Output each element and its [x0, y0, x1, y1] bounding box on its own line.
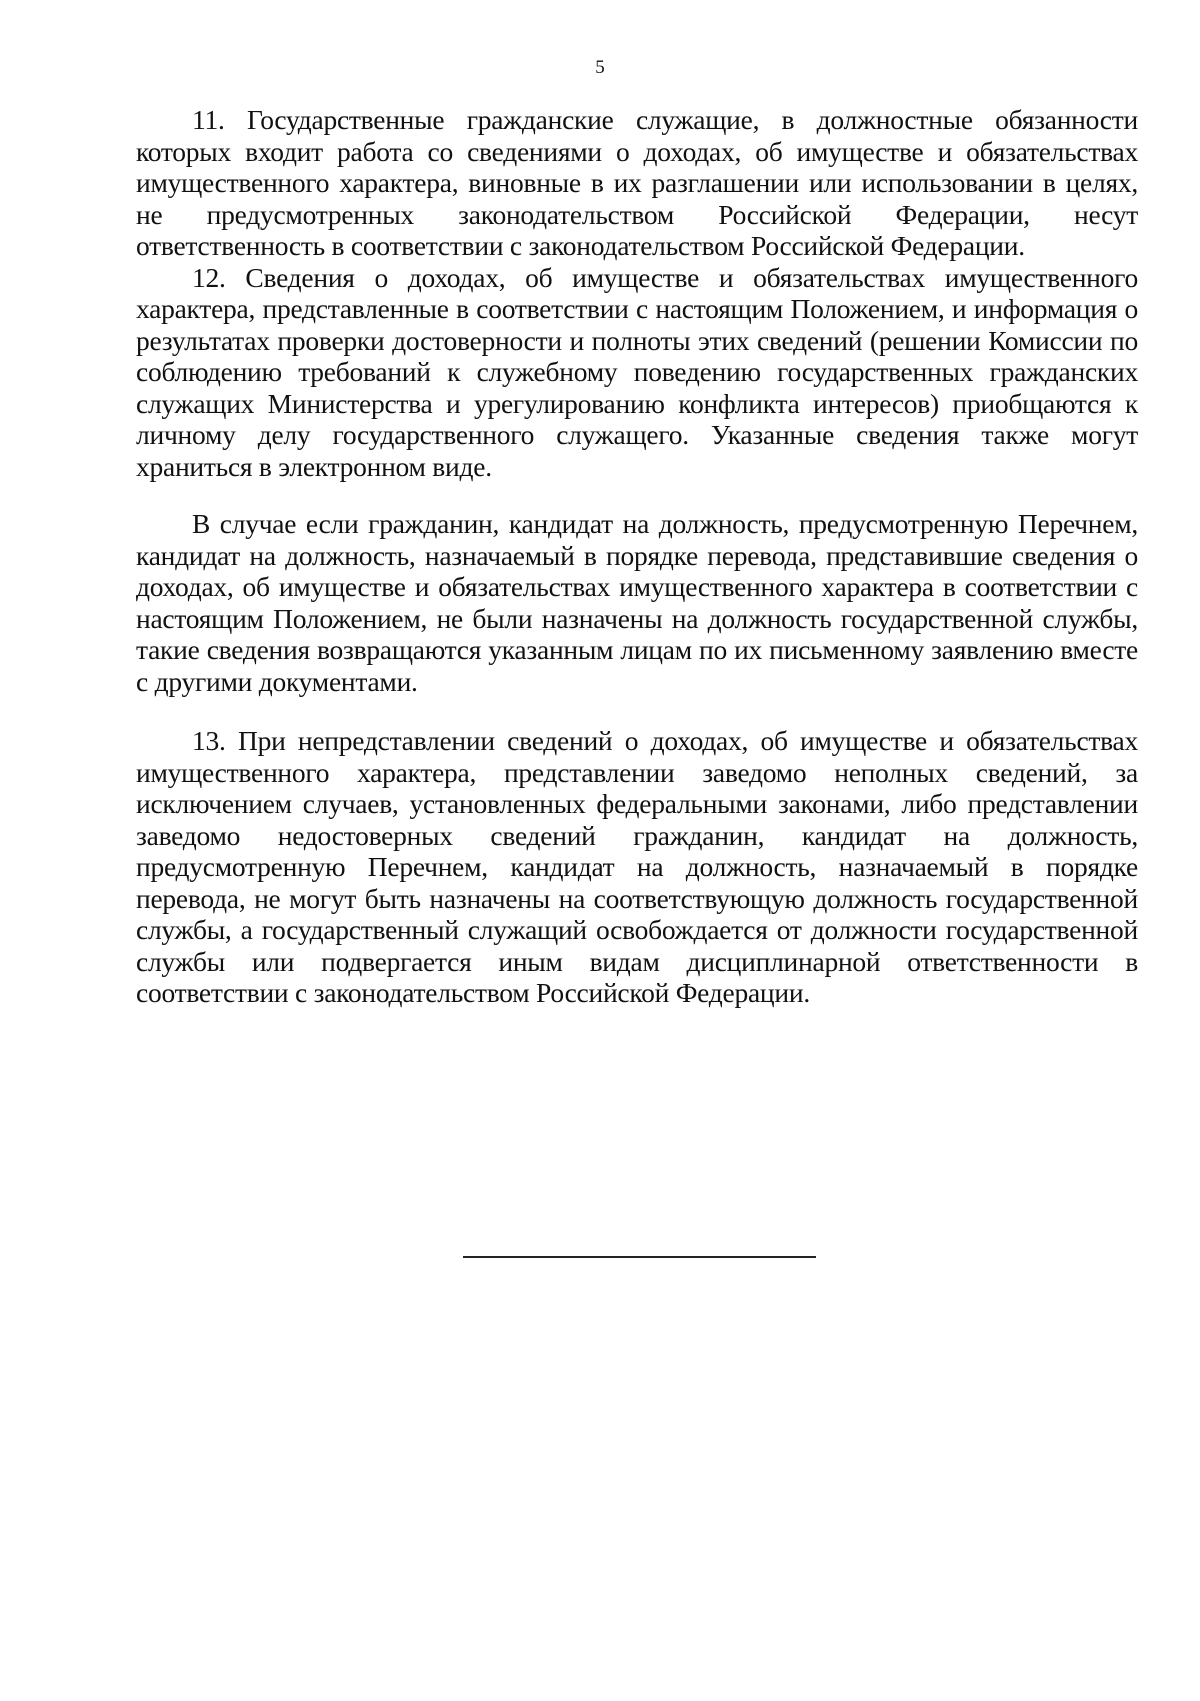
end-of-document-rule	[463, 1256, 816, 1258]
paragraph-11: 11. Государственные гражданские служащие, в должностные обязанности которых входит работа со сведениями о доходах, об имуществе и обязательствах имущественного характера, виновные в их разглашении или использовании в целях, не предусмотренных законодательством Российской Федерации, несут ответственность в соответствии с законодательством Российской Федерации.	[136, 104, 1138, 261]
paragraph-return-of-information: В случае если гражданин, кандидат на должность, предусмотренную Перечнем, кандидат на должность, назначаемый в порядке перевода, представившие сведения о доходах, об имуществе и обязательствах имущественного характера в соответствии с настоящим Положением, не были назначены на должность государственной службы, такие сведения возвращаются указанным лицам по их письменному заявлению вместе с другими документами.	[136, 508, 1138, 697]
paragraph-13: 13. При непредставлении сведений о доходах, об имуществе и обязательствах имущественного характера, представлении заведомо неполных сведений, за исключением случаев, установленных федеральными законами, либо представлении заведомо недостоверных сведений гражданин, кандидат на должность, предусмотренную Перечнем, кандидат на должность, назначаемый в порядке перевода, не могут быть назначены на соответствующую должность государственной службы, а государственный служащий освобождается от должности государственной службы или подвергается иным видам дисциплинарной ответственности в соответствии с законодательством Российской Федерации.	[136, 725, 1138, 1008]
document-body	[136, 104, 1138, 1009]
paragraph-12: 12. Сведения о доходах, об имуществе и обязательствах имущественного характера, представленные в соответствии с настоящим Положением, и информация о результатах проверки достоверности и полноты этих сведений (решении Комиссии по соблюдению требований к служебному поведению государственных гражданских служащих Министерства и урегулированию конфликта интересов) приобщаются к личному делу государственного служащего. Указанные сведения также могут храниться в электронном виде.	[136, 261, 1138, 482]
page-number: 5	[595, 57, 605, 78]
paragraph-spacer	[136, 482, 1138, 508]
paragraph-spacer	[136, 697, 1138, 725]
